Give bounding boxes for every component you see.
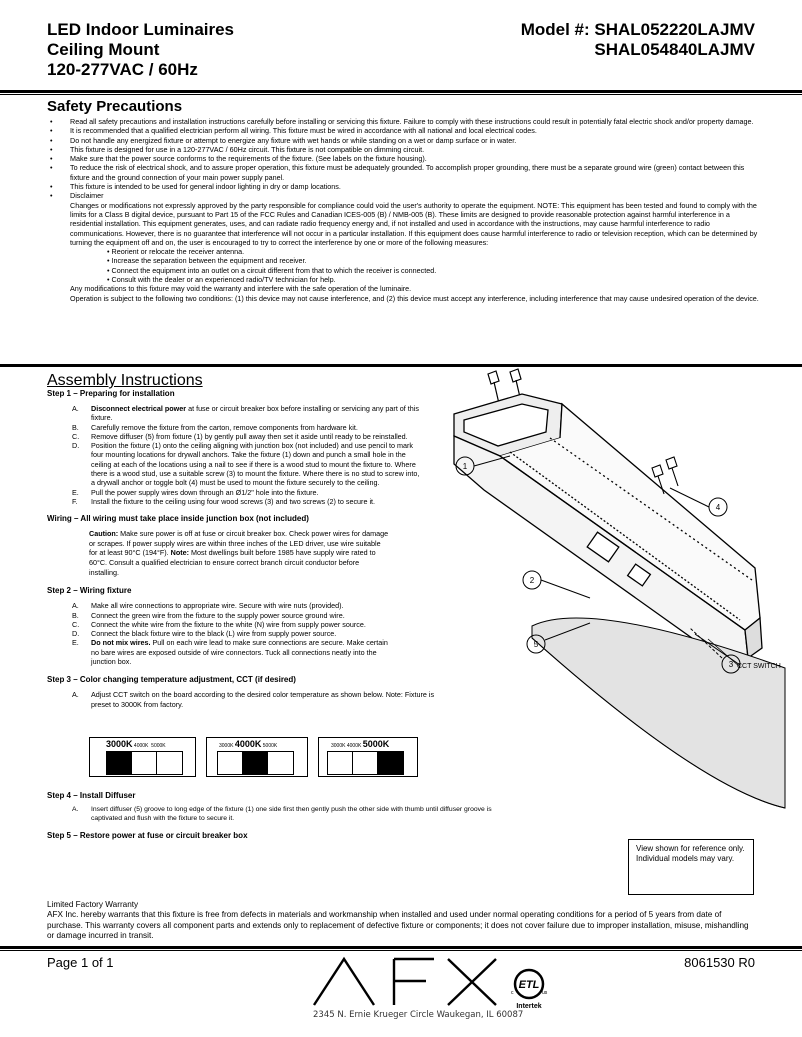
measure-item: • Reorient or relocate the receiver antenna. — [107, 247, 245, 257]
callout-1-label: 1 — [462, 462, 468, 471]
cct-switch-cell — [217, 751, 244, 775]
step2-item: D. Connect the black fixture wire to the black (L) wire from supply power source. — [72, 629, 337, 639]
cct-switch-cell — [106, 751, 133, 775]
safety-item: • This fixture is intended to be used for general indoor lighting in dry or damp locations. — [47, 182, 759, 191]
cct-switch-cell — [131, 751, 158, 775]
header-line-3: 120-277VAC / 60Hz — [47, 60, 198, 79]
cct-label-4000k: 4000K — [234, 739, 262, 749]
callout-3-label: 3 — [728, 660, 734, 669]
caution-note: Caution: Make sure power is off at fuse or circuit breaker box. Check power wires for damage or scrapes. If power supply wires are within three inches of the LED driver, use wire suitable for at least 90°C (194°F). Note: Most dwellings built before 1985 have supply wire rated to 60°C. Consult a qualified electrician to ensure correct branch circuit conductor before installing. — [89, 529, 389, 577]
step4-title: Step 4 – Install Diffuser — [47, 791, 136, 800]
step3-title: Step 3 – Color changing temperature adjustment, CCT (if desired) — [47, 675, 296, 685]
warranty-text: AFX Inc. hereby warrants that this fixture is free from defects in materials and workmanship when installed and used under normal operating conditions for a period of 5 years from date of purchase. This warranty covers all component parts and extends only to replacement of defective fixture or components; it does not cover failure due to improper installation, misuse, mishandling or damage incurred in transit. — [47, 910, 749, 941]
step1-list — [47, 404, 422, 506]
safety-item: • It is recommended that a qualified electrician perform all wiring. This fixture must be wired in accordance with all national and local electrical codes. — [47, 126, 759, 135]
safety-section — [47, 117, 759, 303]
assembly-steps-bottom — [47, 791, 507, 841]
safety-item: • To reduce the risk of electrical shock, and to assure proper operation, this fixture must be adequately grounded. To accomplish proper grounding, there must be a separate ground wire (green) contact between this fixture and the ground connection of your main power supply panel. — [47, 163, 759, 182]
model-number-2: SHAL054840LAJMV — [594, 40, 755, 59]
step2-item: B. Connect the green wire from the fixture to the supply power source ground wire. — [72, 610, 345, 620]
footer-rule-thin — [0, 950, 802, 951]
fixture-exploded-diagram — [440, 368, 790, 838]
safety-title: Safety Precautions — [47, 98, 183, 115]
afx-logo — [308, 953, 508, 1011]
operation-conditions: Operation is subject to the following two conditions: (1) this device may not cause interference, and (2) this device must accept any interference, including interference that may cause undesired operation of the device. — [70, 293, 759, 303]
step5-title: Step 5 – Restore power at fuse or circuit breaker box — [47, 831, 248, 840]
callout-4-label: 4 — [715, 503, 721, 512]
safety-item: • Read all safety precautions and installation instructions carefully before installing or servicing this fixture. Failure to comply with these instructions could result in potentially fatal electric shock and/or property damage. — [47, 117, 759, 126]
doc-number: 8061530 R0 — [684, 955, 755, 970]
warranty-title: Limited Factory Warranty — [47, 900, 139, 909]
step1-item: E. Pull the power supply wires down through an Ø1/2" hole into the fixture. — [72, 487, 319, 497]
safety-item: • Make sure that the power source conforms to the requirements of the fixture. (See labels on the fixture housing). — [47, 154, 759, 163]
model-number-1: Model #: SHAL052220LAJMV — [520, 20, 755, 39]
svg-text:us: us — [542, 990, 548, 996]
svg-text:Intertek: Intertek — [516, 1003, 542, 1010]
step2-item: C. Connect the white wire from the fixture to the white (N) wire from supply power source. — [72, 619, 366, 629]
header-line-1: LED Indoor Luminaires — [47, 20, 235, 39]
step4-item: A. Insert diffuser (5) groove to long edge of the fixture (1) one side first then gently push the other side with thumb until diffuser groove is captivated and flush with the fixture to secure it. — [72, 806, 492, 822]
svg-text:ETL: ETL — [518, 979, 540, 991]
callout-2-label: 2 — [529, 576, 535, 585]
cct-switch-cell — [156, 751, 183, 775]
step4-list — [47, 806, 507, 823]
cct-label-3000k: 3000K — [106, 739, 133, 749]
cct-switch-cell — [242, 751, 269, 775]
step1-item: C. Remove diffuser (5) from fixture (1) by gently pull away then set it aside until ready to be reinstalled. — [72, 431, 408, 441]
wiring-title: Wiring – All wiring must take place inside junction box (not included) — [47, 514, 309, 524]
model-numbers — [521, 20, 755, 60]
cct-option-5000k: 3000K 4000K 5000K — [318, 737, 418, 777]
cct-switch-cell — [267, 751, 294, 775]
svg-text:c: c — [511, 990, 514, 996]
measures-list — [47, 247, 759, 284]
footer-rule — [0, 946, 802, 949]
cct-switch-cell — [352, 751, 379, 775]
safety-item: • This fixture is designed for use in a 120-277VAC / 60Hz circuit. This fixture is not compatible on dimming circuit. — [47, 145, 759, 154]
etl-intertek-logo — [504, 964, 554, 1014]
measure-item: • Connect the equipment into an outlet on a circuit different from that to which the receiver is connected. — [107, 265, 437, 275]
safety-item: • Disclaimer — [47, 191, 759, 200]
reference-note: View shown for reference only. Individual models may vary. — [628, 839, 754, 895]
step3-item: A. Adjust CCT switch on the board according to the desired color temperature as shown below. Note: Fixture is preset to 3000K from factory. — [72, 690, 435, 709]
safety-list — [47, 117, 759, 201]
cct-label-5000k: 5000K — [362, 739, 390, 749]
step1-item: B. Carefully remove the fixture from the carton, remove components from hardware kit. — [72, 422, 358, 432]
assembly-steps — [47, 389, 447, 709]
header-title — [47, 20, 234, 80]
assembly-title: Assembly Instructions — [47, 372, 203, 389]
section-rule — [0, 364, 802, 367]
step3-list — [47, 690, 437, 709]
step2-item: A. Make all wire connections to appropriate wire. Secure with wire nuts (provided). — [72, 601, 344, 611]
step1-title: Step 1 – Preparing for installation — [47, 389, 175, 398]
cct-switch-cell — [377, 751, 404, 775]
step1-item: D. Position the fixture (1) onto the ceiling aligning with junction box (not included) and use pencil to mark four mounting locations for drywall anchors. Take the fixture (1) down and punch a small hole in the ceiling at each of the locations using a nail to see if there is a wood stud to mount the fixture to. Where there is a wood stud, use a suitable screw (3) to mount the fixture. Where there is no stud to screw into, a drywall anchor or toggle bolt (4) must be used to mount the fixture securely to the ceiling. — [72, 441, 420, 488]
cct-option-4000k: 3000K 4000K 5000K — [206, 737, 308, 777]
measure-item: • Increase the separation between the equipment and receiver. — [107, 256, 307, 266]
step2-list — [47, 601, 395, 666]
disclaimer-text: Changes or modifications not expressly approved by the party responsible for compliance could void the user's authority to operate the equipment. NOTE: This equipment has been tested and found to comply with the limits for a Class B digital device, pursuant to Part 15 of the FCC Rules and Canadian ICES-005 (B) / NMB-005 (B). These limits are designed to provide reasonable protection against harmful interference in a residential installation. This equipment generates, uses, and can radiate radio frequency energy and, if not installed and used in accordance with the instructions, may cause harmful interference to radio communications. However, there is no guarantee that interference will not occur in a particular installation. If this equipment does cause harmful interference to radio or television reception, which can be determined by turning the equipment off and on, the user is encouraged to try to correct the interference by one or more of the following measures: — [70, 200, 758, 247]
cct-option-3000k: 3000K 4000K 5000K — [89, 737, 196, 777]
safety-item: • Do not handle any energized fixture or attempt to energize any fixture with wet hands or while standing on a wet or damp surface or in water. — [47, 136, 759, 145]
header-line-2: Ceiling Mount — [47, 40, 160, 59]
company-address: 2345 N. Ernie Krueger Circle Waukegan, IL 60087 — [313, 1010, 524, 1020]
page-number: Page 1 of 1 — [47, 955, 114, 970]
cct-switch-cell — [327, 751, 354, 775]
header-rule — [0, 90, 802, 93]
callout-5-label: 5 — [533, 640, 539, 649]
modification-note: Any modifications to this fixture may void the warranty and interfere with the safe operation of the luminaire. — [70, 284, 412, 294]
warranty-section — [47, 900, 757, 942]
step1-item: F. Install the fixture to the ceiling using four wood screws (3) and two screws (2) to secure it. — [72, 496, 376, 506]
cct-switch-label: CCT SWITCH — [737, 663, 781, 670]
step1-item: A. Disconnect electrical power at fuse or circuit breaker box before installing or servicing any part of this fixture. — [72, 404, 419, 423]
step2-item: E. Do not mix wires. Pull on each wire lead to make sure connections are secure. Make certain no bare wires are exposed outside of wire connectors. Tuck all connections neatly into the junction box. — [72, 638, 388, 667]
measure-item: • Consult with the dealer or an experienced radio/TV technician for help. — [107, 275, 336, 285]
step2-title: Step 2 – Wiring fixture — [47, 586, 132, 596]
header-rule-thin — [0, 94, 802, 95]
